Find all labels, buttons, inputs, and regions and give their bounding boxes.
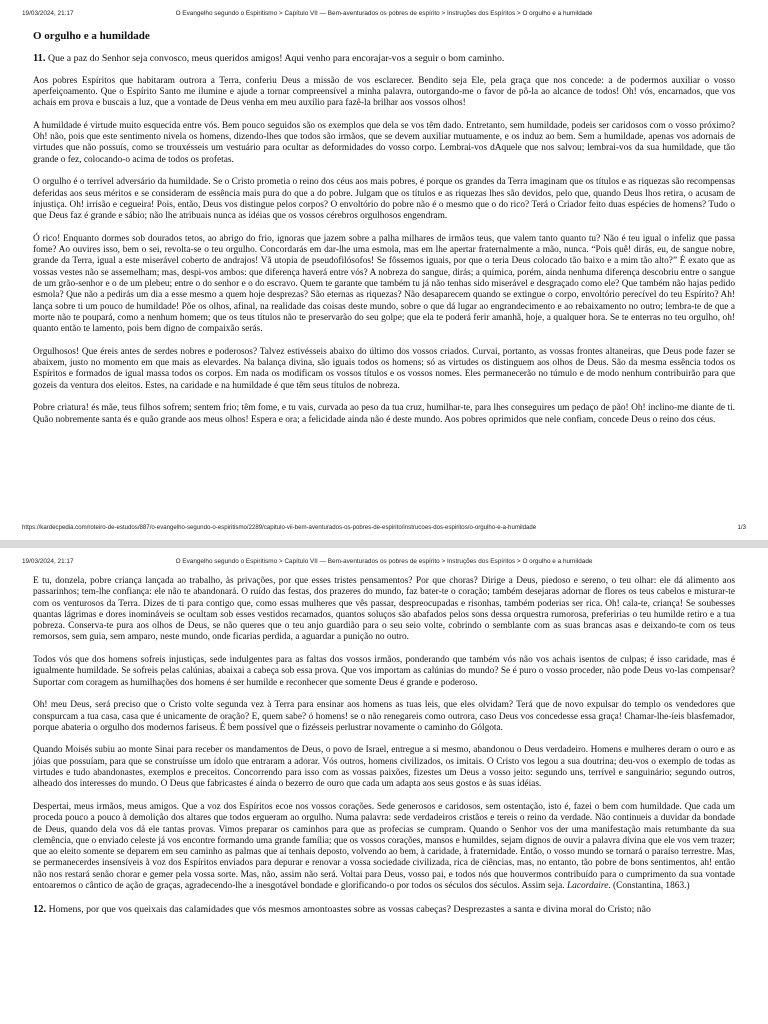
paragraph: E tu, donzela, pobre criança lançada ao trabalho, às privações, por que esses tristes pensamentos? Por que choras? Dirige a Deus, piedoso e sereno, o teu olhar: ele dá alimento aos passarinhos; tem-lhe confiança: ele não te abandonará. O ruído das festas, dos prazeres do mundo, faz bater-te o coração; também desejaras adornar de flores os teus cabelos e misturar-te com os venturosos da Terra. Dizes de ti para contigo que, como essas mulheres que vês passar, despreocupadas e risonhas, também poderias ser rica. Oh! cala-te, criança! Se soubesses quantas lágrimas e dores inomináveis se ocultam sob esses vestidos recamados, quantos soluços são abafados pelos sons dessa orquestra rumorosa, preferirias o teu humilde retiro e a tua pobreza. Conserva-te pura aos olhos de Deus, se não queres que o teu anjo guardião para o seu seio volte, cobrindo o semblante com as suas brancas asas e deixando-te com os teus remorsos, sem guia, sem amparo, neste mundo, onde ficarias perdida, a aguardar a punição no outro.	[33, 576, 735, 643]
breadcrumb: O Evangelho segundo o Espiritismo > Capítulo VII — Bem-aventurados os pobres de espírito > Instruções dos Espíritos > O orgulho e a humildade	[175, 10, 593, 17]
paragraph: Ó rico! Enquanto dormes sob dourados tetos, ao abrigo do frio, ignoras que jazem sobre a palha milhares de irmãos teus, que valem tanto quanto tu? Não é teu igual o infeliz que passa fome? Ao ouvires isso, bem o sei, revolta-se o teu orgulho. Concordarás em dar-lhe uma esmola, mas em lhe apertar fraternalmente a mão, nunca. “Pois quê! dirás, eu, de sangue nobre, grande da Terra, igual a este miserável coberto de andrajos! Vã utopia de pseudofilósofos! Se fôssemos iguais, por que o teria Deus colocado tão baixo e a mim tão alto?” É exato que as vossas vestes não se assemelham; mas, despi-vos ambos: que diferença haverá entre vós? A nobreza do sangue, dirás; a química, porém, ainda nenhuma diferença descobriu entre o sangue de um grão-senhor e o de um plebeu; entre o do senhor e o do escravo. Quem te garante que também tu já não tenhas sido miserável e desgraçado como ele? Que também não hajas pedido esmola? Que não a pedirás um dia a esse mesmo a quem hoje desprezas? São eternas as riquezas? Não desaparecem quando se extingue o corpo, envoltório perecível do teu Espírito? Ah! lança sobre ti um pouco de humildade! Põe os olhos, afinal, na realidade das coisas deste mundo, sobre o que dá lugar ao engrandecimento e ao rebaixamento no outro; lembra-te de que a morte não te poupará, como a nenhum homem; que os teus títulos não te preservarão do seu golpe; que ela te poderá ferir amanhã, hoje, a qualquer hora. Se te enterras no teu orgulho, oh! quanto então te lamento, pois bem digno de compaixão serás.	[33, 233, 735, 335]
paragraph: Pobre criatura! és mãe, teus filhos sofrem; sentem frio; têm fome, e tu vais, curvada ao peso da tua cruz, humilhar-te, para lhes conseguires um pedaço de pão! Oh! inclino-me diante de ti. Quão nobremente santa és e quão grande aos meus olhos! Espera e ora; a felicidade ainda não é deste mundo. Aos pobres oprimidos que nele confiam, concede Deus o reino dos céus.	[33, 403, 735, 425]
paragraph-signed: Despertai, meus irmãos, meus amigos. Que a voz dos Espíritos ecoe nos vossos corações. Sede generosos e caridosos, sem ostentação, isto é, fazei o bem com humildade. Que cada um proceda pouco a pouco à demolição dos altares que todos ergueram ao orgulho. Numa palavra: sede verdadeiros cristãos e tereis o reino da verdade. Não continueis a duvidar da bondade de Deus, quando dela vos dá ele tantas provas. Vimos preparar os caminhos para que as profecias se cumpram. Quando o Senhor vos der uma manifestação mais retumbante da sua clemência, que o enviado celeste já vos encontre formando uma grande família; que os vossos corações, mansos e humildes, sejam dignos de ouvir a palavra divina que ele vos vem trazer; que ao eleito somente se deparem em seu caminho as palmas que aí tenhais deposto, volvendo ao bem, à caridade, à fraternidade. Então, o vosso mundo se tornará o paraíso terrestre. Mas, se permanecerdes insensíveis à voz dos Espíritos enviados para depurar e renovar a vossa sociedade civilizada, rica de ciências, mas, no entanto, tão pobre de bons sentimentos, ah! então não nos restará senão chorar e gemer pela vossa sorte. Mas, não, assim não será. Voltai para Deus, vosso pai, e todos nós que houvermos contribuído para o cumprimento da sua vontade entoaremos o cântico de ação de graças, agradecendo-lhe a inesgotável bondade e glorificando-o por todos os séculos dos séculos. Assim seja. Lacordaire. (Constantina, 1863.)	[33, 801, 735, 892]
page-url-link[interactable]: https://kardecpedia.com/roteiro-de-estudos/887/o-evangelho-segundo-o-espiritismo/2289/capitulo-vii-bem-aventurados-os-pobres-de-espirito/instrucoes-dos-espiritos/o-orgulho-e-a-humildade	[22, 524, 537, 531]
signature-place: (Constantina, 1863.)	[613, 881, 690, 892]
breadcrumb: O Evangelho segundo o Espiritismo > Capítulo VII — Bem-aventurados os pobres de espírito > Instruções dos Espíritos > O orgulho e a humildade	[175, 558, 593, 565]
paragraph: Todos vós que dos homens sofreis injustiças, sede indulgentes para as faltas dos vossos irmãos, ponderando que também vós não vos achais isentos de culpas; é isso caridade, mas é igualmente humildade. Se sofreis pelas calúnias, abaixai a cabeça sob essa prova. Que vos importam as calúnias do mundo? Se é puro o vosso proceder, não pode Deus vo-las compensar? Suportar com coragem as humilhações dos homens é ser humilde e reconhecer que somente Deus é grande e poderoso.	[33, 655, 735, 688]
paragraph: Aos pobres Espíritos que habitaram outrora a Terra, conferiu Deus a missão de vos esclarecer. Bendito seja Ele, pela graça que nos concede: a de podermos auxiliar o vosso aperfeiçoamento. Que o Espírito Santo me ilumine e ajude a tornar compreensível a minha palavra, outorgando-me o favor de pô-la ao alcance de todos! Oh! vós, encarnados, que vos achais em prova e buscais a luz, que a vontade de Deus venha em meu auxílio para fazê-la brilhar aos vossos olhos!	[33, 75, 735, 109]
paragraph: Orgulhosos! Que éreis antes de serdes nobres e poderosos? Talvez estivésseis abaixo do último dos vossos criados. Curvai, portanto, as vossas frontes altaneiras, que Deus pode fazer se abaixem, justo no momento em que mais as elevardes. Na balança divina, são iguais todos os homens; só as virtudes os distinguem aos olhos de Deus. São da mesma essência todos os Espíritos e formados de igual massa todos os corpos. Em nada os modificam os vossos títulos e os vossos nomes. Eles permanecerão no túmulo e de modo nenhum contribuirão para que gozeis da ventura dos eleitos. Estes, na caridade e na humildade é que têm seus títulos de nobreza.	[33, 346, 735, 391]
paragraph: Oh! meu Deus, será preciso que o Cristo volte segunda vez à Terra para ensinar aos homens as tuas leis, que eles olvidam? Terá que de novo expulsar do templo os vendedores que conspurcam a tua casa, casa que é unicamente de oração? E, quem sabe? ó homens! se o não renegareis como outrora, caso Deus vos concedesse essa graça! Chamar-lhe-íeis blasfemador, porque abateria o orgulho dos modernos fariseus. É bem possível que o fizésseis perlustrar novamente o caminho do Gólgota.	[33, 700, 735, 733]
item-number: 12.	[33, 903, 47, 915]
print-header	[22, 558, 746, 568]
signature-name: Lacordaire	[566, 881, 609, 892]
print-footer	[22, 524, 746, 534]
print-date: 19/03/2024, 21:17	[22, 10, 74, 17]
paragraph-12: 12. Homens, por que vos queixais das calamidades que vós mesmos amontoastes sobre as vossas cabeças? Desprezastes a santa e divina moral do Cristo; não	[33, 903, 651, 915]
document-page-2	[0, 548, 768, 1024]
paragraph: Quando Moisés subiu ao monte Sinai para receber os mandamentos de Deus, o povo de Israel, entregue a si mesmo, abandonou o Deus verdadeiro. Homens e mulheres deram o ouro e as jóias que possuíam, para que se construísse um ídolo que entraram a adorar. Vós outros, homens civilizados, os imitais. O Cristo vos legou a sua doutrina; deu-vos o exemplo de todas as virtudes e tudo abandonastes, exemplos e preceitos. Concorrendo para isso com as vossas paixões, fizestes um Deus a vosso jeito: segundo uns, terrível e sanguinário; segundo outros, alheado dos interesses do mundo. O Deus que fabricastes é ainda o bezerro de ouro que cada um adapta aos seus gostos e às suas idéias.	[33, 745, 735, 790]
paragraph: O orgulho é o terrível adversário da humildade. Se o Cristo prometia o reino dos céus aos mais pobres, é porque os grandes da Terra imaginam que os títulos e as riquezas são recompensas deferidas aos seus méritos e se consideram de essência mais pura do que a do pobre. Julgam que os títulos e as riquezas lhes são devidos, pelo que, quando Deus lhos retira, o acusam de injustiça. Oh! irrisão e cegueira! Pois, então, Deus vos distingue pelos corpos? O envoltório do pobre não é o mesmo que o do rico? Terá o Criador feito duas espécies de homens? Tudo o que Deus faz é grande e sábio; não lhe atribuais nunca as idéias que os vossos cérebros orgulhosos engendram.	[33, 177, 735, 222]
paragraph: A humildade é virtude muito esquecida entre vós. Bem pouco seguidos são os exemplos que dela se vos têm dado. Entretanto, sem humildade, podeis ser caridosos com o vosso próximo? Oh! não, pois que este sentimento nivela os homens, dizendo-lhes que todos são irmãos, que se devem auxiliar mutuamente, e os induz ao bem. Sem a humildade, apenas vos adornais de virtudes que não possuís, como se trouxésseis um vestuário para ocultar as deformidades do vosso corpo. Lembrai-vos dAquele que nos salvou; lembrai-vos da sua humildade, que tão grande o fez, colocando-o acima de todos os profetas.	[33, 120, 735, 165]
print-date: 19/03/2024, 21:17	[22, 558, 74, 565]
page-number: 1/3	[737, 524, 746, 531]
page-title: O orgulho e a humildade	[33, 30, 150, 42]
print-header	[22, 10, 746, 20]
paragraph-11-intro: 11. Que a paz do Senhor seja convosco, meus queridos amigos! Aqui venho para encorajar-vos a seguir o bom caminho.	[33, 53, 505, 64]
article-body	[33, 30, 735, 437]
item-number: 11.	[33, 53, 46, 64]
article-body-continued	[33, 576, 735, 926]
